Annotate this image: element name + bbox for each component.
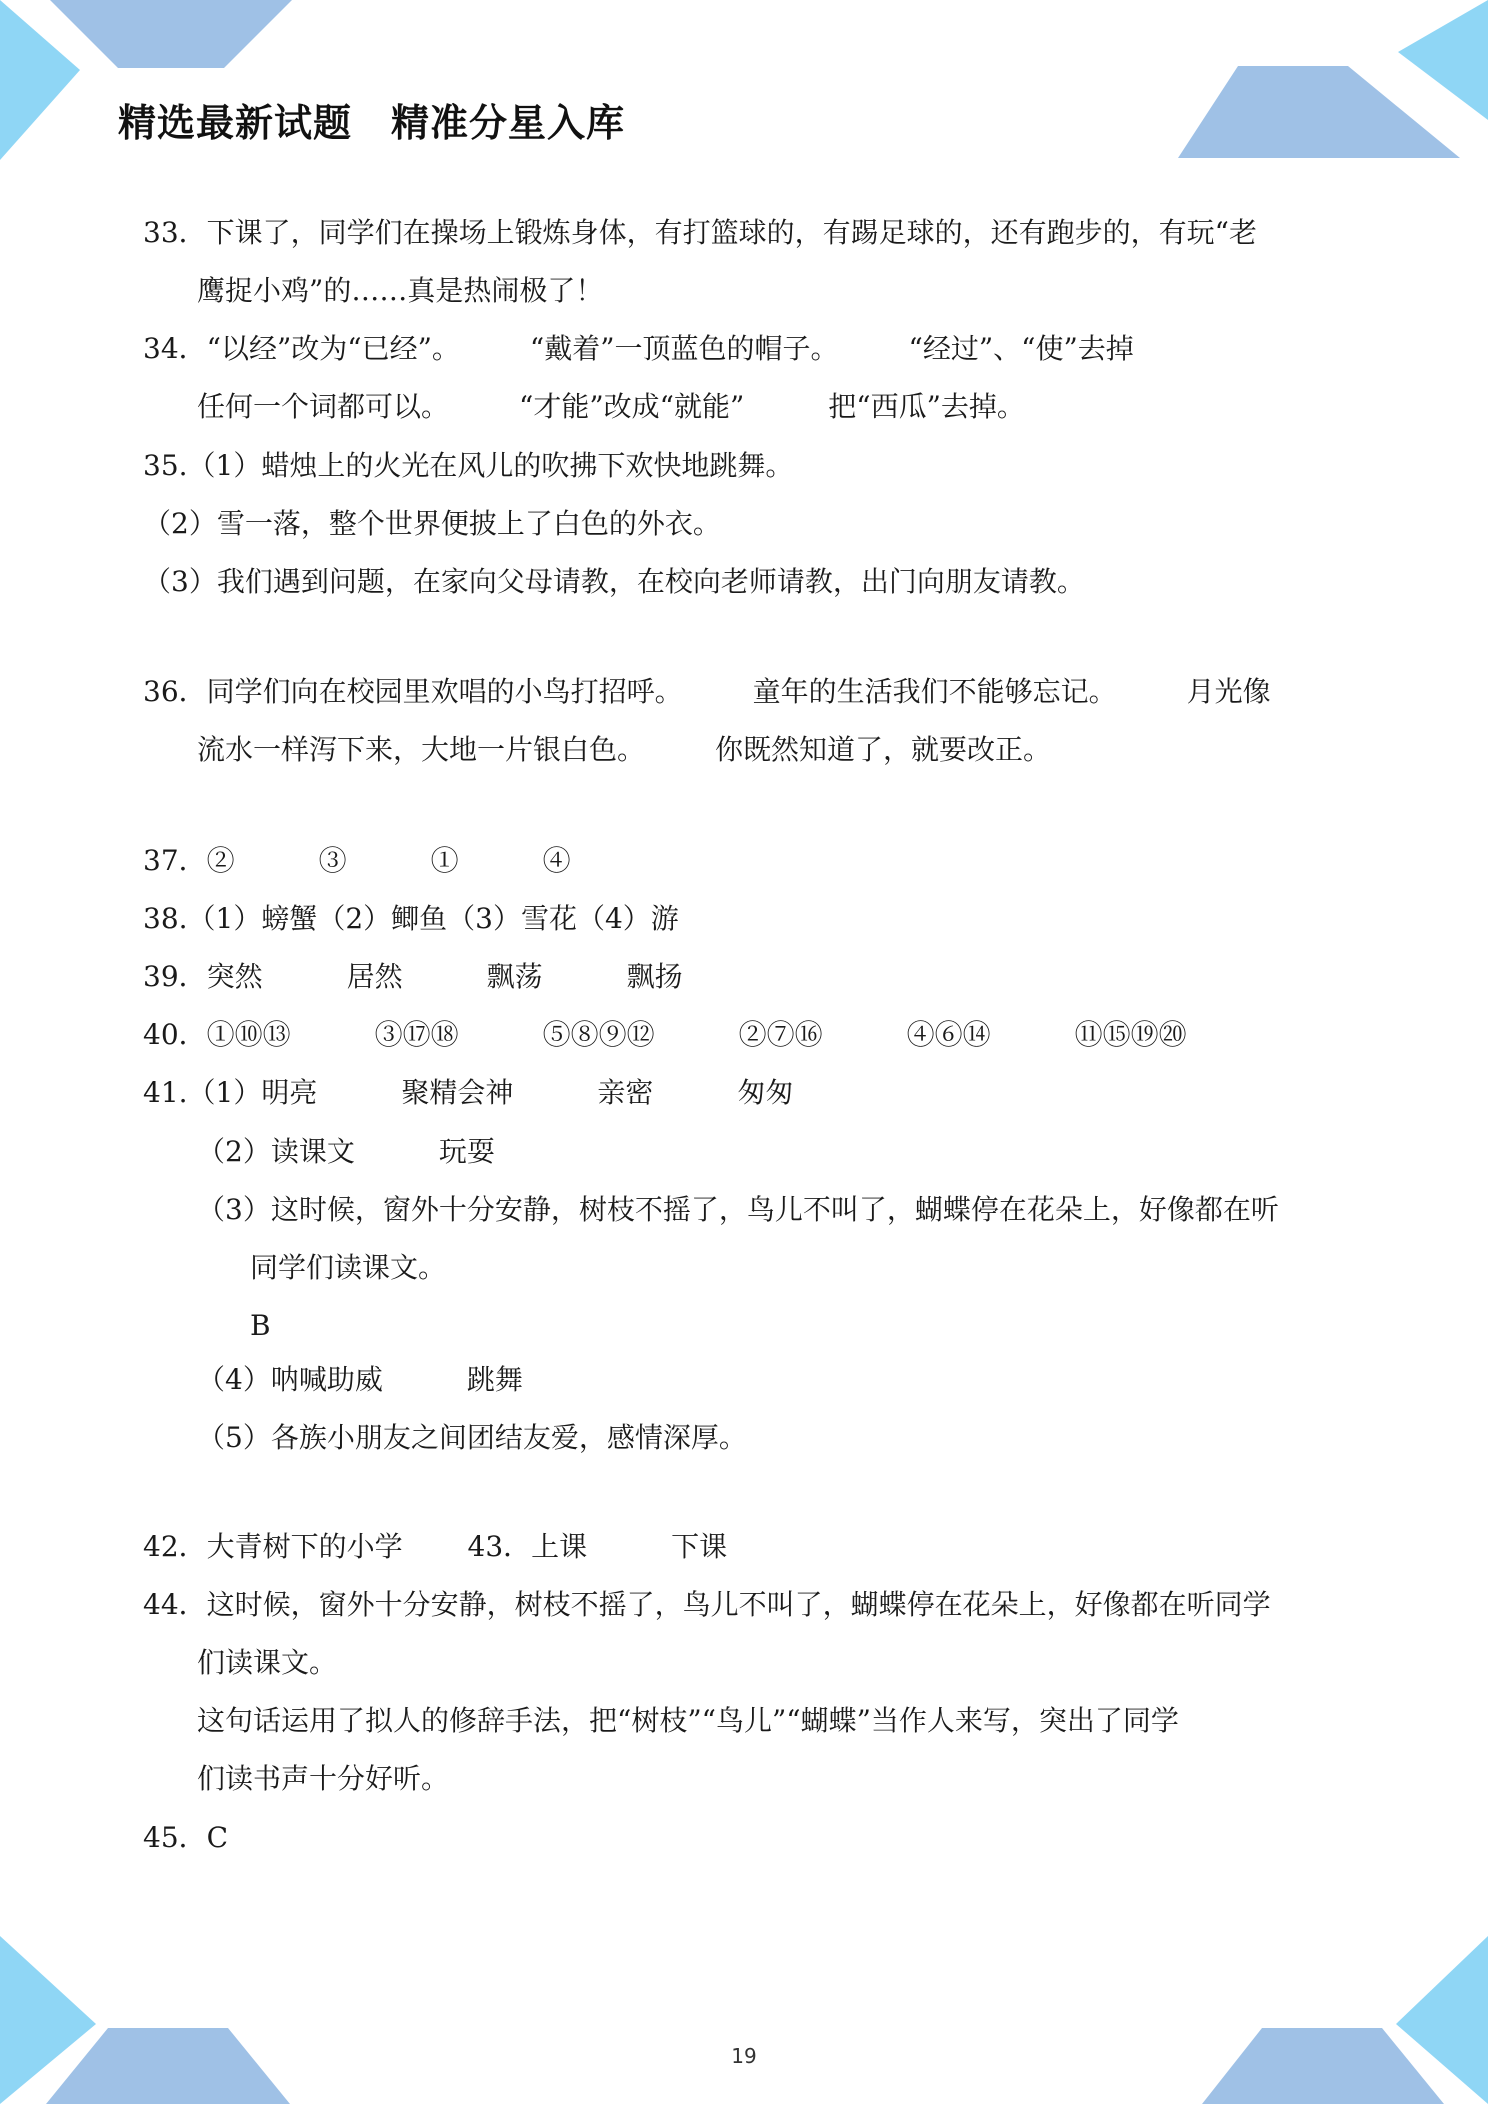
page-number: 19 (731, 2044, 757, 2068)
corner-triangle-top-left (0, 0, 80, 160)
corner-triangle-top-right (1398, 0, 1488, 120)
answer-line-q40: 40．①⑩⑬ ③⑰⑱ ⑤⑧⑨⑫ ②⑦⑯ ④⑥⑭ ⑪⑮⑲⑳ (143, 1018, 1187, 1051)
answer-line-q41-3c: B (250, 1309, 271, 1342)
answer-line-q45: 45．C (143, 1821, 229, 1854)
answer-line-q35-3: （3）我们遇到问题，在家向父母请教，在校向老师请教，出门向朋友请教。 (143, 565, 1085, 598)
answer-line-q39: 39．突然 居然 飘荡 飘扬 (143, 960, 683, 993)
answer-line-q44-c: 这句话运用了拟人的修辞手法，把“树枝”“鸟儿”“蝴蝶”当作人来写，突出了同学 (197, 1704, 1179, 1737)
answer-line-q42-43: 42．大青树下的小学 43．上课 下课 (143, 1530, 728, 1563)
answer-line-q44-d: 们读书声十分好听。 (197, 1762, 450, 1795)
answer-line-q37: 37．② ③ ① ④ (143, 844, 571, 877)
answer-line-q36-a: 36．同学们向在校园里欢唱的小鸟打招呼。 童年的生活我们不能够忘记。 月光像 (143, 675, 1271, 708)
answer-line-q33-b: 鹰捉小鸡”的……真是热闹极了！ (197, 274, 604, 307)
answer-line-q34-a: 34．“以经”改为“已经”。 “戴着”一顶蓝色的帽子。 “经过”、“使”去掉 (143, 332, 1134, 365)
answer-line-q41-2: （2）读课文 玩耍 (197, 1135, 495, 1168)
corner-trapezoid-top-left (50, 0, 292, 68)
answer-line-q41-5: （5）各族小朋友之间团结友爱，感情深厚。 (197, 1421, 747, 1454)
answer-line-q36-b: 流水一样泻下来，大地一片银白色。 你既然知道了，就要改正。 (197, 733, 1052, 766)
answer-line-q33-a: 33．下课了，同学们在操场上锻炼身体，有打篮球的，有踢足球的，还有跑步的，有玩“老 (143, 216, 1257, 249)
answer-line-q35-1: 35.（1）蜡烛上的火光在风儿的吹拂下欢快地跳舞。 (143, 449, 794, 482)
answer-line-q41-1: 41.（1）明亮 聚精会神 亲密 匆匆 (143, 1076, 794, 1109)
answer-line-q41-3b: 同学们读课文。 (250, 1251, 447, 1284)
answer-line-q44-a: 44．这时候，窗外十分安静，树枝不摇了，鸟儿不叫了，蝴蝶停在花朵上，好像都在听同学 (143, 1588, 1271, 1621)
answer-line-q34-b: 任何一个词都可以。 “才能”改成“就能” 把“西瓜”去掉。 (197, 390, 1025, 423)
corner-trapezoid-top-right (1178, 66, 1460, 158)
answer-line-q41-4: （4）呐喊助威 跳舞 (197, 1363, 523, 1396)
answer-line-q38: 38.（1）螃蟹（2）鲫鱼（3）雪花（4）游 (143, 902, 679, 935)
answer-line-q44-b: 们读课文。 (197, 1646, 338, 1679)
page-header-title: 精选最新试题 精准分星入库 (118, 101, 626, 145)
answer-line-q35-2: （2）雪一落，整个世界便披上了白色的外衣。 (143, 507, 721, 540)
answer-line-q41-3a: （3）这时候，窗外十分安静，树枝不摇了，鸟儿不叫了，蝴蝶停在花朵上，好像都在听 (197, 1193, 1279, 1226)
